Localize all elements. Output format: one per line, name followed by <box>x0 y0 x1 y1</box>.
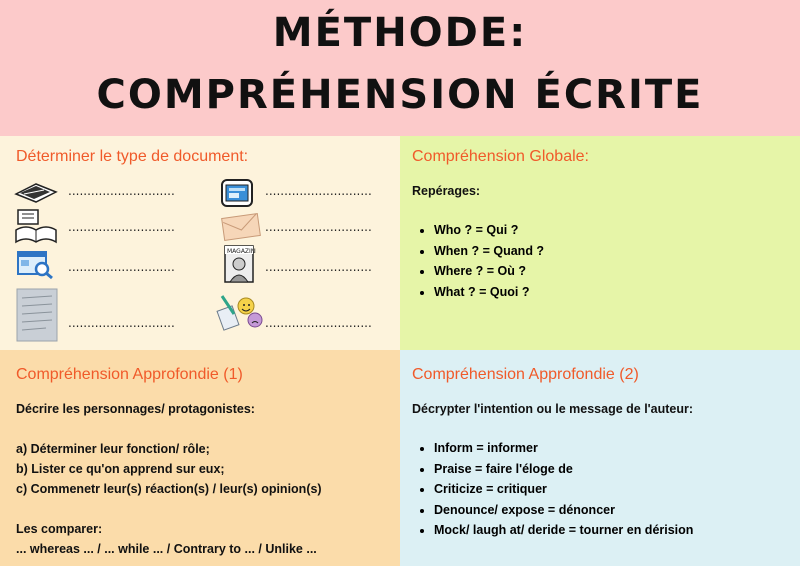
list-item: • Mock/ laugh at/ deride = tourner en dérision <box>434 520 693 541</box>
header-banner <box>0 0 800 136</box>
list-item: • When ? = Quand ? <box>434 241 544 262</box>
answer-line: ............................ <box>265 260 372 274</box>
answer-line: ............................ <box>68 220 175 234</box>
in-depth-comprehension-2-section <box>400 350 800 566</box>
repérages-label: Repérages: <box>412 184 481 198</box>
instruction-line: a) Déterminer leur fonction/ rôle; <box>16 442 210 456</box>
answer-line: ............................ <box>68 316 175 330</box>
in-depth-2-title: Compréhension Approfondie (2) <box>412 366 639 383</box>
list-item: • Who ? = Qui ? <box>434 220 544 241</box>
list-item: • Criticize = critiquer <box>434 479 693 500</box>
answer-line: ............................ <box>68 184 175 198</box>
answer-line: ............................ <box>68 260 175 274</box>
letter-icon <box>220 212 260 242</box>
question-list <box>412 220 544 302</box>
manuscript-icon <box>16 288 56 342</box>
answer-line: ............................ <box>265 184 372 198</box>
document-type-section <box>0 136 400 350</box>
in-depth-comprehension-1-section <box>0 350 400 566</box>
books-icon <box>14 208 54 246</box>
list-item: • Praise = faire l'éloge de <box>434 459 693 480</box>
title-line-2: COMPRÉHENSION ÉCRITE <box>96 72 704 118</box>
compare-label: Les comparer: <box>16 522 103 536</box>
newspaper-icon <box>14 180 54 210</box>
theatre-masks-icon <box>216 294 264 334</box>
author-intent-list <box>412 438 693 541</box>
answer-line: ............................ <box>265 220 372 234</box>
global-comprehension-title: Compréhension Globale: <box>412 148 589 165</box>
magazine-icon <box>222 244 262 284</box>
answer-line: ............................ <box>265 316 372 330</box>
in-depth-1-intro: Décrire les personnages/ protagonistes: <box>16 402 255 416</box>
svg-text:MAGAZINE: MAGAZINE <box>227 248 256 255</box>
in-depth-1-title: Compréhension Approfondie (1) <box>16 366 243 383</box>
document-type-title: Déterminer le type de document: <box>16 148 249 165</box>
list-item: • Inform = informer <box>434 438 693 459</box>
instruction-line: c) Commenetr leur(s) réaction(s) / leur(s) opinion(s) <box>16 482 322 496</box>
compare-connectors: ... whereas ... / ... while ... / Contrary to ... / Unlike ... <box>16 542 317 556</box>
global-comprehension-section <box>400 136 800 350</box>
list-item: • Where ? = Où ? <box>434 261 544 282</box>
in-depth-2-intro: Décrypter l'intention ou le message de l'auteur: <box>412 402 694 416</box>
instruction-line: b) Lister ce qu'on apprend sur eux; <box>16 462 225 476</box>
website-search-icon <box>16 250 56 280</box>
title-line-1: MÉTHODE: <box>272 10 528 56</box>
list-item: • Denounce/ expose = dénoncer <box>434 500 693 521</box>
list-item: • What ? = Quoi ? <box>434 282 544 303</box>
web-page-icon <box>220 178 260 208</box>
